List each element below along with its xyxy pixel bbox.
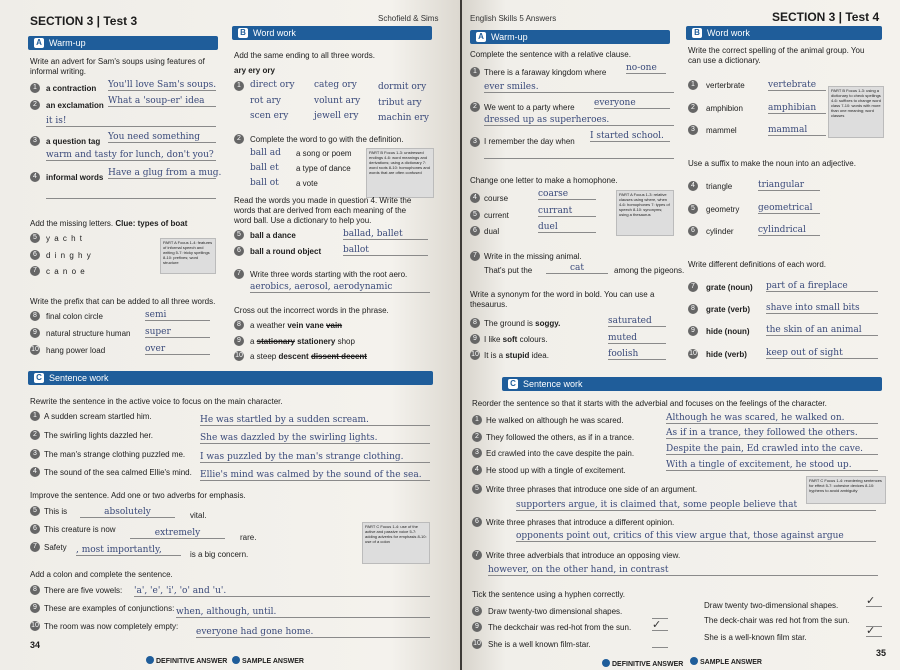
relative-question: There is a faraway kingdom where — [484, 68, 607, 77]
homophone-word: current — [484, 211, 509, 220]
question-number: 1 — [234, 81, 244, 91]
question-number: 4 — [30, 467, 40, 477]
tick-box-left[interactable] — [652, 635, 668, 648]
publisher-label: Schofield & Sims — [378, 14, 439, 23]
relative-answer-continued: dressed up as superheroes. — [484, 115, 674, 126]
footer-sample: SAMPLE ANSWER — [690, 657, 762, 666]
idiom-end: among the pigeons. — [614, 266, 685, 275]
homophone-instruction: Change one letter to make a homophone. — [470, 176, 618, 185]
ending-word: dormit ory — [378, 82, 427, 92]
definition-answer: shave into small bits — [766, 303, 878, 314]
question-number: 3 — [472, 448, 482, 458]
question-number: 3 — [688, 125, 698, 135]
question-number: 3 — [30, 449, 40, 459]
relative-answer: everyone — [594, 98, 670, 109]
question-number: 5 — [470, 210, 480, 220]
misspelled-word: amphibion — [706, 104, 743, 113]
question-number: 1 — [472, 415, 482, 425]
wordwork-bar-label: Word work — [707, 28, 750, 38]
definition-answer: part of a fireplace — [766, 281, 878, 292]
question-number: 6 — [470, 226, 480, 236]
advert-label: an exclamation — [46, 101, 104, 110]
footer-definitive: DEFINITIVE ANSWER — [602, 659, 683, 668]
adverb-sentence-end: is a big concern. — [190, 550, 249, 559]
reorder-answer: Although he was scared, he walked on. — [666, 413, 878, 424]
question-number: 9 — [470, 334, 480, 344]
tick-box-right[interactable]: ✓ — [866, 624, 882, 637]
active-question: The sound of the sea calmed Ellie's mind. — [44, 468, 192, 477]
sentence-work-bar — [502, 377, 882, 391]
sentence-work-bar-label: Sentence work — [49, 373, 109, 383]
definition-answer: the skin of an animal — [766, 325, 878, 336]
reorder-answer: As if in a trance, they followed the others. — [666, 428, 878, 439]
wordwork-bar — [686, 26, 882, 40]
question-number: 3 — [30, 136, 40, 146]
suffix-noun: geometry — [706, 205, 740, 214]
sample-answer-icon — [690, 657, 698, 665]
part-a-focus-box: PART A Focus 1-3: relative clauses using where, when 4-6: homophones 7: types of speech 8-10: synonyms; using a thesaurus — [616, 190, 674, 236]
hyphen-option-left: The deckchair was red-hot from the sun. — [488, 623, 632, 632]
ball-meaning: ball a dance — [250, 231, 296, 240]
page-number: 34 — [30, 640, 41, 650]
question-number: 10 — [471, 351, 479, 358]
definition-word: grate (verb) — [706, 305, 751, 314]
definitive-answer-icon — [602, 659, 610, 667]
question-number: 6 — [30, 250, 40, 260]
synonym-sentence: The ground is soggy. — [484, 319, 561, 328]
question-number: 4 — [30, 172, 40, 182]
part-a-focus-box: PART A Focus 1-4: features of informal speech and writing 5-7: tricky spellings 8-10: prefixes; word structure — [160, 238, 216, 274]
question-number: 2 — [234, 134, 244, 144]
definition-word: grate (noun) — [706, 283, 753, 292]
active-question: The man's strange clothing puzzled me. — [44, 450, 186, 459]
question-number: 7 — [30, 542, 40, 552]
footer-sample: SAMPLE ANSWER — [232, 656, 304, 665]
question-number: 7 — [234, 269, 244, 279]
missing-word: d i n g h y — [46, 251, 92, 260]
hyphen-option-left: She is a well known film-star. — [488, 640, 591, 649]
synonym-sentence: I like soft colours. — [484, 335, 548, 344]
advert-label: a question tag — [46, 137, 101, 146]
advert-answer: Have a glug from a mug. — [108, 168, 222, 178]
phrase: a stationary stationery shop — [250, 337, 355, 346]
question-number: 3 — [470, 137, 480, 147]
question-number: 2 — [470, 102, 480, 112]
relative-question: I remember the day when — [484, 137, 575, 146]
sentence-work-bar — [28, 371, 433, 385]
relative-question: We went to a party where — [484, 103, 575, 112]
question-number: 5 — [472, 484, 482, 494]
adverb-sentence-start: This creature is now — [44, 525, 116, 534]
question-number: 10 — [689, 350, 697, 357]
question-number: 10 — [31, 622, 39, 629]
prefix-answer: super — [145, 327, 210, 338]
reorder-question: They followed the others, as if in a trance. — [486, 433, 635, 442]
adverb-answer: absolutely — [80, 507, 175, 518]
part-a-tag: A — [476, 32, 486, 42]
tick-box-right[interactable]: ✓ — [866, 594, 882, 607]
missing-letters-instruction: Add the missing letters. Clue: types of boat — [30, 219, 188, 228]
ending-word: volunt ary — [314, 96, 361, 106]
phrase-answer: supporters argue, it is claimed that, some people believe that — [516, 500, 876, 511]
question-number: 8 — [470, 318, 480, 328]
suffix-noun: cylinder — [706, 227, 734, 236]
part-b-tag: B — [238, 28, 248, 38]
question-number: 1 — [688, 80, 698, 90]
definition-instruction: Complete the word to go with the definition. — [250, 135, 404, 144]
hyphen-option-right: The deck-chair was red hot from the sun. — [704, 616, 850, 625]
definition-answer: keep out of sight — [766, 348, 878, 359]
wordwork-bar — [232, 26, 432, 40]
question-number: 8 — [30, 311, 40, 321]
phrase-answer: however, on the other hand, in contrast — [488, 565, 878, 576]
hyphen-option-right: Draw twenty two-dimensional shapes. — [704, 601, 839, 610]
active-answer: Ellie's mind was calmed by the sound of the sea. — [200, 470, 430, 481]
part-c-tag: C — [34, 373, 44, 383]
question-number: 1 — [30, 411, 40, 421]
ending-word: machin ery — [378, 113, 429, 123]
part-b-focus-box: PART B Focus 1-3: using a dictionary to check spellings 4-6: suffixes to change word class 7-10: words with more than one meaning; word classes — [828, 86, 884, 138]
phrase-question: Write three phrases that introduce one side of an argument. — [486, 485, 698, 494]
question-number: 7 — [30, 266, 40, 276]
section-title: SECTION 3 | Test 3 — [30, 14, 138, 28]
reorder-question: Ed crawled into the cave despite the pain. — [486, 449, 635, 458]
page-number: 35 — [876, 648, 887, 658]
homophone-answer: coarse — [538, 189, 596, 200]
synonym-answer: muted — [608, 333, 666, 344]
synonym-answer: saturated — [608, 316, 666, 327]
active-question: A sudden scream startled him. — [44, 412, 152, 421]
question-number: 5 — [30, 506, 40, 516]
reorder-instruction: Reorder the sentence so that it starts with the adverbial and focuses on the feelings of the character. — [472, 399, 827, 408]
footer-definitive: DEFINITIVE ANSWER — [146, 656, 227, 665]
definition-word: hide (verb) — [706, 350, 747, 359]
question-number: 1 — [30, 83, 40, 93]
question-number: 10 — [235, 352, 243, 359]
spelling-answer: amphibian — [768, 103, 826, 114]
same-ending-instruction: Add the same ending to all three words. — [234, 51, 375, 60]
ball-stem: ball ad — [250, 148, 281, 158]
spelling-answer: vertebrate — [768, 80, 826, 91]
advert-answer: What a 'soup-er' idea — [108, 96, 216, 107]
warmup-bar-label: Warm-up — [491, 32, 528, 42]
ending-word: direct ory — [250, 80, 295, 90]
tick-box-left[interactable]: ✓ — [652, 618, 668, 631]
suffix-instruction: Use a suffix to make the noun into an adjective. — [688, 159, 856, 168]
relative-clause-instruction: Complete the sentence with a relative clause. — [470, 50, 631, 59]
ending-word: rot ary — [250, 96, 281, 106]
advert-label: a contraction — [46, 84, 97, 93]
ending-word: categ ory — [314, 80, 357, 90]
ending-word: jewell ery — [314, 111, 359, 121]
adverb-sentence-start: Safety — [44, 543, 67, 552]
idiom-start: That's put the — [484, 266, 533, 275]
question-number: 5 — [30, 233, 40, 243]
question-number: 4 — [688, 181, 698, 191]
ending-word: tribut ary — [378, 98, 422, 108]
question-number: 7 — [472, 550, 482, 560]
phrase: a steep descent dissent decent — [250, 352, 367, 361]
warmup-bar-label: Warm-up — [49, 38, 86, 48]
advert-answer: You need something — [108, 132, 216, 143]
relative-answer: I started school. — [590, 131, 670, 142]
advert-answer-continued: it is! — [46, 116, 216, 127]
sentence-work-bar-label: Sentence work — [523, 379, 583, 389]
adverb-answer: extremely — [130, 528, 225, 539]
question-number: 6 — [234, 246, 244, 256]
question-number: 5 — [688, 204, 698, 214]
homophone-word: course — [484, 194, 509, 203]
reorder-question: He walked on although he was scared. — [486, 416, 624, 425]
active-voice-instruction: Rewrite the sentence in the active voice to focus on the main character. — [30, 397, 283, 406]
ball-definition: a vote — [296, 179, 318, 188]
hyphen-option-left: Draw twenty-two dimensional shapes. — [488, 607, 623, 616]
animal-answer: cat — [546, 263, 608, 274]
phrase-answer: opponents point out, critics of this view argue that, those against argue — [516, 531, 876, 542]
question-number: 1 — [470, 67, 480, 77]
prefix-answer: semi — [145, 310, 210, 321]
derived-answer: ballad, ballet — [343, 229, 428, 240]
section-title: SECTION 3 | Test 4 — [772, 10, 880, 24]
adverb-answer: , most importantly, — [76, 545, 181, 556]
adverb-sentence-start: This is — [44, 507, 68, 516]
question-number: 2 — [472, 432, 482, 442]
right-page — [462, 0, 900, 670]
colon-question: The room was now completely empty: — [44, 622, 179, 631]
spelling-answer: mammal — [768, 125, 826, 136]
suffix-answer: geometrical — [758, 203, 820, 214]
warmup-bar — [470, 30, 670, 44]
phrase: a weather vein vane vain — [250, 321, 343, 330]
prefix-words: natural structure human — [46, 329, 131, 338]
hyphen-instruction: Tick the sentence using a hyphen correctly. — [472, 590, 625, 599]
question-number: 10 — [473, 640, 481, 647]
synonym-answer: foolish — [608, 349, 666, 360]
question-number: 7 — [470, 251, 480, 261]
colon-question: There are five vowels: — [44, 586, 123, 595]
derived-words-instruction: Read the words you made in question 4. Write the words that are derived from each meaning of the word ball. Use a dictionary to help you. — [234, 196, 412, 225]
adverb-instruction: Improve the sentence. Add one or two adverbs for emphasis. — [30, 491, 246, 500]
adverb-sentence-end: rare. — [240, 533, 257, 542]
reorder-answer: Despite the pain, Ed crawled into the cave. — [666, 444, 878, 455]
part-c-focus-box: PART C Focus 1-4: use of the active and passive voice 5-7: adding adverbs for emphasis 8-10: use of a colon — [362, 522, 430, 564]
hyphen-option-right: She is a well-known film star. — [704, 633, 807, 642]
reorder-question: He stood up with a tingle of excitement. — [486, 466, 626, 475]
prefix-words: final colon circle — [46, 312, 103, 321]
question-number: 8 — [472, 606, 482, 616]
synonym-sentence: It is a stupid idea. — [484, 351, 549, 360]
ball-stem: ball ot — [250, 178, 279, 188]
advert-label: informal words — [46, 173, 104, 182]
homophone-word: dual — [484, 227, 500, 236]
book-title: English Skills 5 Answers — [470, 14, 557, 23]
question-number: 2 — [30, 430, 40, 440]
colon-answer: everyone had gone home. — [196, 627, 430, 638]
answer-line — [484, 158, 674, 159]
advert-answer: You'll love Sam's soups. — [108, 80, 217, 90]
adverb-sentence-end: vital. — [190, 511, 207, 520]
suffix-answer: cylindrical — [758, 225, 820, 236]
suffix-answer: triangular — [758, 180, 820, 191]
ball-meaning: ball a round object — [250, 247, 322, 256]
part-c-focus-box: PART C Focus 1-4: reordering sentences for effect 5-7: cohesive devices 8-10: hyphens to avoid ambiguity — [806, 476, 886, 504]
question-number: 9 — [688, 326, 698, 336]
definitive-answer-icon — [146, 656, 154, 664]
homophone-answer: duel — [538, 222, 596, 233]
derived-answer: ballot — [343, 245, 428, 256]
part-b-tag: B — [692, 28, 702, 38]
missing-animal-instruction: Write in the missing animal. — [484, 252, 582, 261]
missing-word: c a n o e — [46, 267, 86, 276]
question-number: 9 — [472, 622, 482, 632]
ball-definition: a type of dance — [296, 164, 351, 173]
reorder-answer: With a tingle of excitement, he stood up. — [666, 460, 878, 471]
question-number: 6 — [688, 226, 698, 236]
question-number: 8 — [688, 304, 698, 314]
prefix-answer: over — [145, 344, 210, 355]
colon-answer: 'a', 'e', 'i', 'o' and 'u'. — [134, 586, 430, 597]
question-number: 9 — [30, 328, 40, 338]
wordwork-bar-label: Word work — [253, 28, 296, 38]
relative-answer-continued: ever smiles. — [484, 82, 674, 93]
active-answer: I was puzzled by the man's strange clothing. — [200, 452, 430, 463]
advert-instruction: Write an advert for Sam's soups using features of informal writing. — [30, 57, 205, 76]
part-a-tag: A — [34, 38, 44, 48]
misspelled-word: mammel — [706, 126, 737, 135]
prefix-words: hang power load — [46, 346, 106, 355]
answer-line — [46, 198, 216, 199]
cross-out-instruction: Cross out the incorrect words in the phrase. — [234, 306, 389, 315]
active-question: The swirling lights dazzled her. — [44, 431, 153, 440]
question-number: 6 — [472, 517, 482, 527]
question-number: 5 — [234, 230, 244, 240]
colon-question: These are examples of conjunctions: — [44, 604, 175, 613]
ball-stem: ball et — [250, 163, 279, 173]
advert-answer-continued: warm and tasty for lunch, don't you? — [46, 150, 216, 161]
definitions-instruction: Write different definitions of each word. — [688, 260, 826, 269]
question-number: 9 — [30, 603, 40, 613]
root-instruction: Write three words starting with the root aero. — [250, 270, 408, 279]
homophone-answer: currant — [538, 206, 596, 217]
part-c-tag: C — [508, 379, 518, 389]
warmup-bar — [28, 36, 218, 50]
root-answer: aerobics, aerosol, aerodynamic — [250, 282, 430, 293]
colon-instruction: Add a colon and complete the sentence. — [30, 570, 173, 579]
question-number: 7 — [688, 282, 698, 292]
ending-word: scen ery — [250, 111, 289, 121]
suffix-noun: triangle — [706, 182, 733, 191]
question-number: 4 — [472, 465, 482, 475]
active-answer: She was dazzled by the swirling lights. — [200, 433, 430, 444]
sample-answer-icon — [232, 656, 240, 664]
synonym-instruction: Write a synonym for the word in bold. You can use a thesaurus. — [470, 290, 655, 309]
prefix-instruction: Write the prefix that can be added to all three words. — [30, 297, 216, 306]
question-number: 2 — [30, 100, 40, 110]
misspelled-word: verterbrate — [706, 81, 745, 90]
question-number: 9 — [234, 336, 244, 346]
ball-definition: a song or poem — [296, 149, 352, 158]
phrase-question: Write three phrases that introduce a different opinion. — [486, 518, 675, 527]
definition-word: hide (noun) — [706, 327, 750, 336]
part-b-focus-box: PART B Focus 1-3: unstressed endings 4-6: word meanings and derivations; using a dictionary 7: word roots 8-10: homophones and words that are often confused — [366, 148, 434, 198]
spelling-instruction: Write the correct spelling of the animal group. You can use a dictionary. — [688, 46, 865, 65]
endings-list: ary ery ory — [234, 66, 275, 75]
question-number: 8 — [30, 585, 40, 595]
question-number: 8 — [234, 320, 244, 330]
question-number: 6 — [30, 524, 40, 534]
question-number: 4 — [470, 193, 480, 203]
colon-answer: when, although, until. — [176, 607, 430, 618]
relative-answer: no-one — [626, 63, 666, 74]
active-answer: He was startled by a sudden scream. — [200, 415, 430, 426]
missing-word: y a c h t — [46, 234, 84, 243]
phrase-question: Write three adverbials that introduce an opposing view. — [486, 551, 681, 560]
question-number: 10 — [31, 346, 39, 353]
question-number: 2 — [688, 103, 698, 113]
